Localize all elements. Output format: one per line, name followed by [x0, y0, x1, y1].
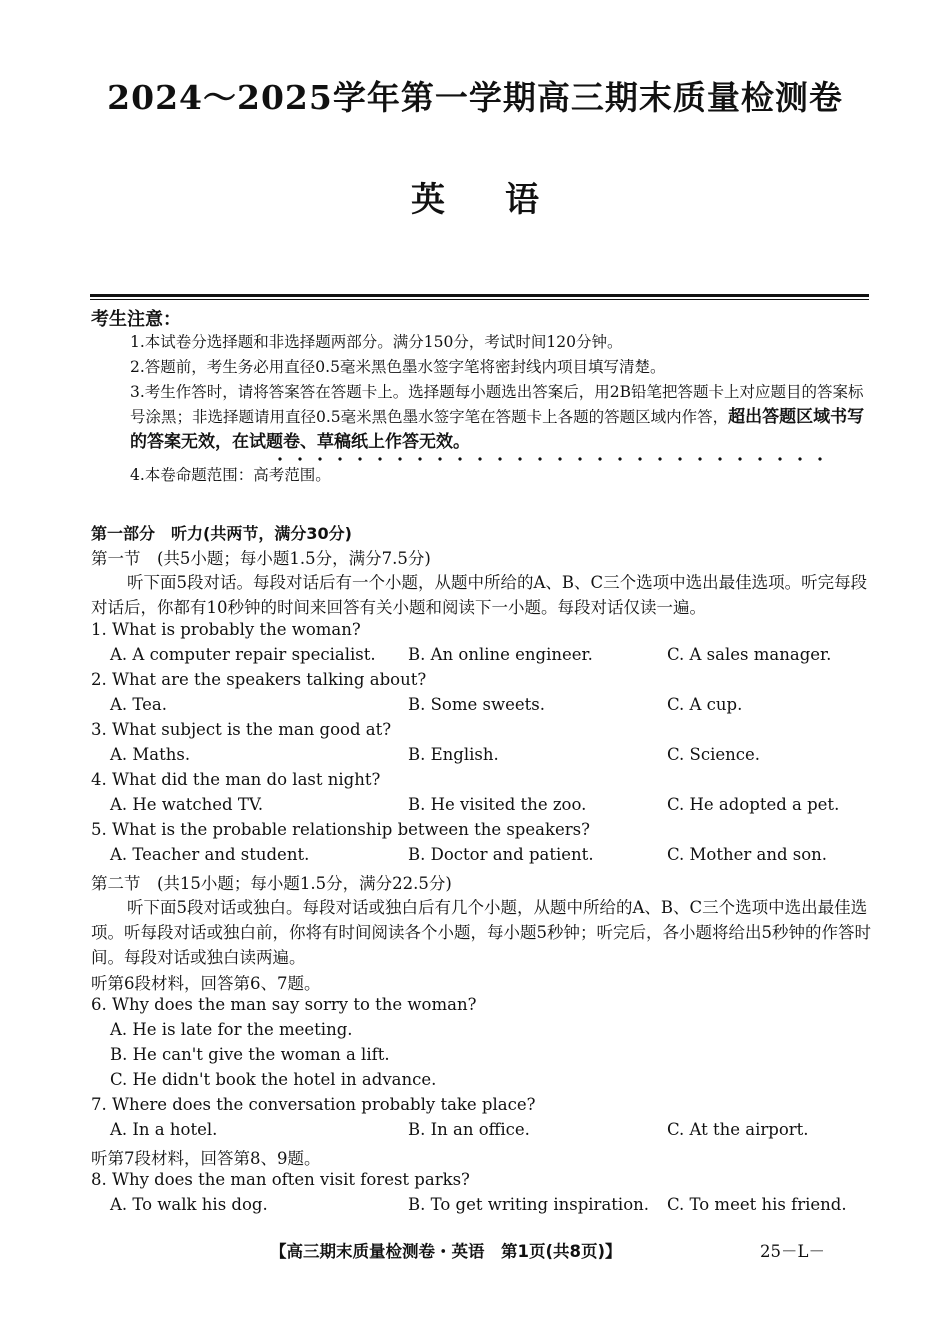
- q6-stem: 6. Why does the man say sorry to the woman?: [91, 995, 477, 1014]
- material-6-label: 听第6段材料，回答第6、7题。: [91, 974, 321, 993]
- q3-option-c: C. Science.: [667, 745, 760, 764]
- q8-option-a: A. To walk his dog.: [110, 1195, 268, 1214]
- notice-item-3-emphasis: 超出答题区域书写的答案无效，在试题卷、草稿纸上作答无效。: [130, 407, 865, 452]
- subject-title: 英语: [411, 180, 599, 220]
- emphasis-dots: [270, 455, 830, 463]
- q5-option-a: A. Teacher and student.: [110, 845, 310, 864]
- q5-option-c: C. Mother and son.: [667, 845, 828, 864]
- q5-stem: 5. What is the probable relationship between the speakers?: [91, 820, 590, 839]
- notice-title: 考生注意：: [91, 309, 181, 330]
- notice-item-3: [130, 380, 875, 455]
- q7-stem: 7. Where does the conversation probably take place?: [91, 1095, 536, 1114]
- part1-heading: 第一部分 听力(共两节，满分30分): [91, 524, 352, 543]
- q7-option-a: A. In a hotel.: [110, 1120, 218, 1139]
- section1-heading: 第一节 (共5小题；每小题1.5分，满分7.5分): [91, 549, 431, 568]
- divider-thin: [90, 299, 869, 300]
- q8-option-b: B. To get writing inspiration.: [408, 1195, 649, 1214]
- q6-option-c: C. He didn't book the hotel in advance.: [110, 1070, 437, 1089]
- q8-option-c: C. To meet his friend.: [667, 1195, 847, 1214]
- q4-option-a: A. He watched TV.: [110, 795, 264, 814]
- q7-option-c: C. At the airport.: [667, 1120, 809, 1139]
- q6-option-b: B. He can't give the woman a lift.: [110, 1045, 390, 1064]
- notice-item-3-text: 3.考生作答时，请将答案答在答题卡上。选择题每小题选出答案后，用2B铅笔把答题卡上对应题目的答案标号涂黑；非选择题请用直径0.5毫米黑色墨水签字笔在答题卡上各题的答题区域内作答，: [130, 383, 864, 426]
- q1-option-c: C. A sales manager.: [667, 645, 832, 664]
- q6-option-a: A. He is late for the meeting.: [110, 1020, 353, 1039]
- divider-thick: [90, 294, 869, 297]
- q4-option-c: C. He adopted a pet.: [667, 795, 840, 814]
- q2-option-c: C. A cup.: [667, 695, 743, 714]
- q8-stem: 8. Why does the man often visit forest parks?: [91, 1170, 470, 1189]
- q1-option-b: B. An online engineer.: [408, 645, 593, 664]
- notice-item-4: 4.本卷命题范围：高考范围。: [130, 466, 331, 484]
- notice-item-2: 2.答题前，考生务必用直径0.5毫米黑色墨水签字笔将密封线内项目填写清楚。: [130, 358, 666, 376]
- q2-option-a: A. Tea.: [110, 695, 167, 714]
- page-footer: 【高三期末质量检测卷・英语 第1页(共8页)】: [270, 1242, 622, 1261]
- q3-option-a: A. Maths.: [110, 745, 191, 764]
- q2-stem: 2. What are the speakers talking about?: [91, 670, 427, 689]
- section2-instructions: 听下面5段对话或独白。每段对话或独白后有几个小题，从题中所给的A、B、C三个选项中选出最佳选项。听每段对话或独白前，你将有时间阅读各个小题，每小题5秒钟；听完后，各小题将给出5秒钟的作答时间。每段对话或独白读两遍。: [91, 898, 871, 967]
- q1-stem: 1. What is probably the woman?: [91, 620, 361, 639]
- q5-option-b: B. Doctor and patient.: [408, 845, 594, 864]
- q7-option-b: B. In an office.: [408, 1120, 530, 1139]
- q2-option-b: B. Some sweets.: [408, 695, 545, 714]
- q3-stem: 3. What subject is the man good at?: [91, 720, 392, 739]
- notice-item-1: 1.本试卷分选择题和非选择题两部分。满分150分，考试时间120分钟。: [130, 333, 623, 351]
- section2-heading: 第二节 (共15小题；每小题1.5分，满分22.5分): [91, 874, 452, 893]
- exam-title: 2024～2025学年第一学期高三期末质量检测卷: [107, 78, 843, 117]
- q4-option-b: B. He visited the zoo.: [408, 795, 587, 814]
- q3-option-b: B. English.: [408, 745, 499, 764]
- section1-instructions: 听下面5段对话。每段对话后有一个小题，从题中所给的A、B、C三个选项中选出最佳选项。听完每段对话后，你都有10秒钟的时间来回答有关小题和阅读下一小题。每段对话仅读一遍。: [91, 573, 868, 617]
- paper-code: 25－L－: [760, 1242, 825, 1261]
- q4-stem: 4. What did the man do last night?: [91, 770, 381, 789]
- q1-option-a: A. A computer repair specialist.: [110, 645, 376, 664]
- material-7-label: 听第7段材料，回答第8、9题。: [91, 1149, 321, 1168]
